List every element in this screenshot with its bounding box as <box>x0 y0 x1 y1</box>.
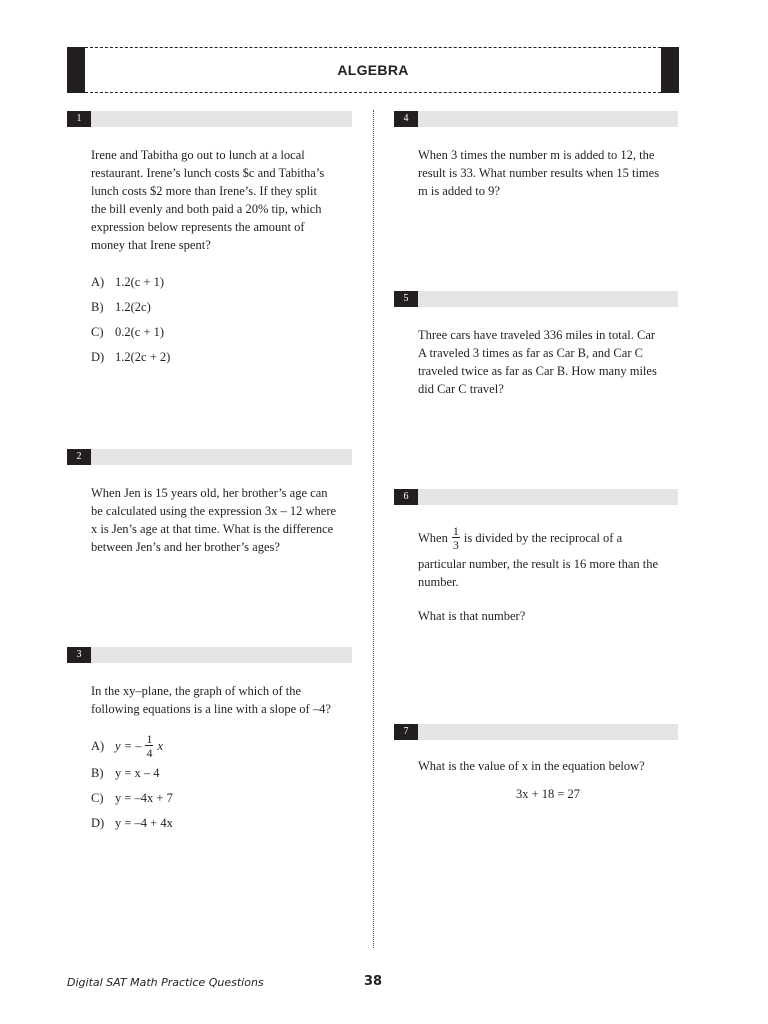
choice-text: 1.2(c + 1) <box>115 275 165 289</box>
question-text-line: Three cars have traveled 336 miles in total. Car <box>418 328 656 342</box>
choice-equation-prefix: y = – <box>115 739 142 753</box>
question-2 <box>67 449 352 556</box>
question-text-line: the bill evenly and both paid a 20% tip, which <box>91 202 322 216</box>
choice-d[interactable] <box>91 348 352 373</box>
answer-choices <box>91 273 352 373</box>
question-text <box>91 682 352 718</box>
question-text-line <box>418 521 678 555</box>
choice-c[interactable] <box>91 789 352 814</box>
question-1 <box>67 111 352 373</box>
choice-letter: C) <box>91 325 104 339</box>
question-text-line: When Jen is 15 years old, her brother’s age can <box>91 486 328 500</box>
column-divider <box>373 110 374 948</box>
header-dashed-line-bottom <box>85 92 661 93</box>
question-6 <box>394 489 678 625</box>
question-text-line: particular number, the result is 16 more than the <box>418 557 659 571</box>
choice-a[interactable] <box>91 273 352 298</box>
choice-letter: B) <box>91 300 104 314</box>
choice-letter: A) <box>91 739 105 753</box>
question-header <box>394 111 678 127</box>
question-text-line: When 3 times the number m is added to 12, the <box>418 148 655 162</box>
question-text-line: did Car C travel? <box>418 382 504 396</box>
question-text-line: m is added to 9? <box>418 184 500 198</box>
choice-letter: D) <box>91 350 105 364</box>
question-text-line: expression below represents the amount of <box>91 220 305 234</box>
question-text-line: between Jen’s and her brother’s ages? <box>91 540 280 554</box>
header-bar-right <box>661 47 679 93</box>
question-text-line: Irene and Tabitha go out to lunch at a local <box>91 148 305 162</box>
header-dashed-line-top <box>85 47 661 48</box>
question-header <box>67 111 352 127</box>
question-text-prefix: When <box>418 531 448 545</box>
question-text-line: x is Jen’s age at that time. What is the difference <box>91 522 334 536</box>
question-4 <box>394 111 678 200</box>
choice-letter: A) <box>91 275 105 289</box>
choice-text: 0.2(c + 1) <box>115 325 165 339</box>
fraction-denominator: 4 <box>146 746 153 760</box>
question-followup: What is that number? <box>418 609 526 623</box>
choice-c[interactable] <box>91 323 352 348</box>
choice-text: y = –4 + 4x <box>115 816 173 830</box>
choice-letter: B) <box>91 766 104 780</box>
fraction-numerator: 1 <box>452 524 459 538</box>
question-text-line: lunch costs $2 more than Irene’s. If they split <box>91 184 317 198</box>
question-text-line: result is 33. What number results when 15 times <box>418 166 660 180</box>
question-text-line: following equations is a line with a slope of –4? <box>91 702 331 716</box>
choice-b[interactable] <box>91 298 352 323</box>
question-text <box>91 146 352 254</box>
fraction <box>145 733 153 759</box>
question-number: 2 <box>67 449 91 465</box>
question-text <box>418 146 678 200</box>
section-title: ALGEBRA <box>337 62 409 78</box>
question-text-line: A traveled 3 times as far as Car B, and Car C <box>418 346 643 360</box>
question-header <box>394 291 678 307</box>
choice-text: 1.2(2c + 2) <box>115 350 171 364</box>
choice-letter: C) <box>91 791 104 805</box>
equation: 3x + 18 = 27 <box>515 787 581 801</box>
question-header <box>394 489 678 505</box>
choice-text: y = –4x + 7 <box>115 791 173 805</box>
page-number: 38 <box>364 974 383 989</box>
choice-equation-suffix: x <box>157 739 164 753</box>
question-header <box>67 449 352 465</box>
book-title: Digital SAT Math Practice Questions <box>67 976 264 989</box>
question-text-line: number. <box>418 575 459 589</box>
fraction <box>452 525 460 551</box>
answer-choices <box>91 728 352 839</box>
choice-a[interactable] <box>91 728 352 764</box>
question-header <box>67 647 352 663</box>
question-number: 7 <box>394 724 418 740</box>
question-text-line: money that Irene spent? <box>91 238 211 252</box>
question-text-line: restaurant. Irene’s lunch costs $c and Tabitha’s <box>91 166 325 180</box>
choice-d[interactable] <box>91 814 352 839</box>
question-7 <box>394 724 678 802</box>
question-number: 3 <box>67 647 91 663</box>
fraction-denominator: 3 <box>452 538 459 552</box>
question-number: 6 <box>394 489 418 505</box>
question-header <box>394 724 678 740</box>
section-header <box>67 47 679 93</box>
question-text <box>418 326 678 398</box>
question-text: What is the value of x in the equation below? <box>418 759 645 773</box>
question-text <box>91 484 352 556</box>
question-number: 4 <box>394 111 418 127</box>
question-text-suffix: is divided by the reciprocal of a <box>463 531 623 545</box>
question-text-line: In the xy–plane, the graph of which of the <box>91 684 302 698</box>
fraction-numerator: 1 <box>146 732 153 746</box>
question-5 <box>394 291 678 398</box>
choice-letter: D) <box>91 816 105 830</box>
question-number: 5 <box>394 291 418 307</box>
question-3 <box>67 647 352 839</box>
choice-b[interactable] <box>91 764 352 789</box>
choice-text: y = x – 4 <box>115 766 160 780</box>
choice-text: 1.2(2c) <box>115 300 151 314</box>
question-text-line: traveled twice as far as Car B. How many miles <box>418 364 657 378</box>
question-number: 1 <box>67 111 91 127</box>
question-text <box>418 521 678 625</box>
question-text-line: be calculated using the expression 3x – 12 where <box>91 504 337 518</box>
